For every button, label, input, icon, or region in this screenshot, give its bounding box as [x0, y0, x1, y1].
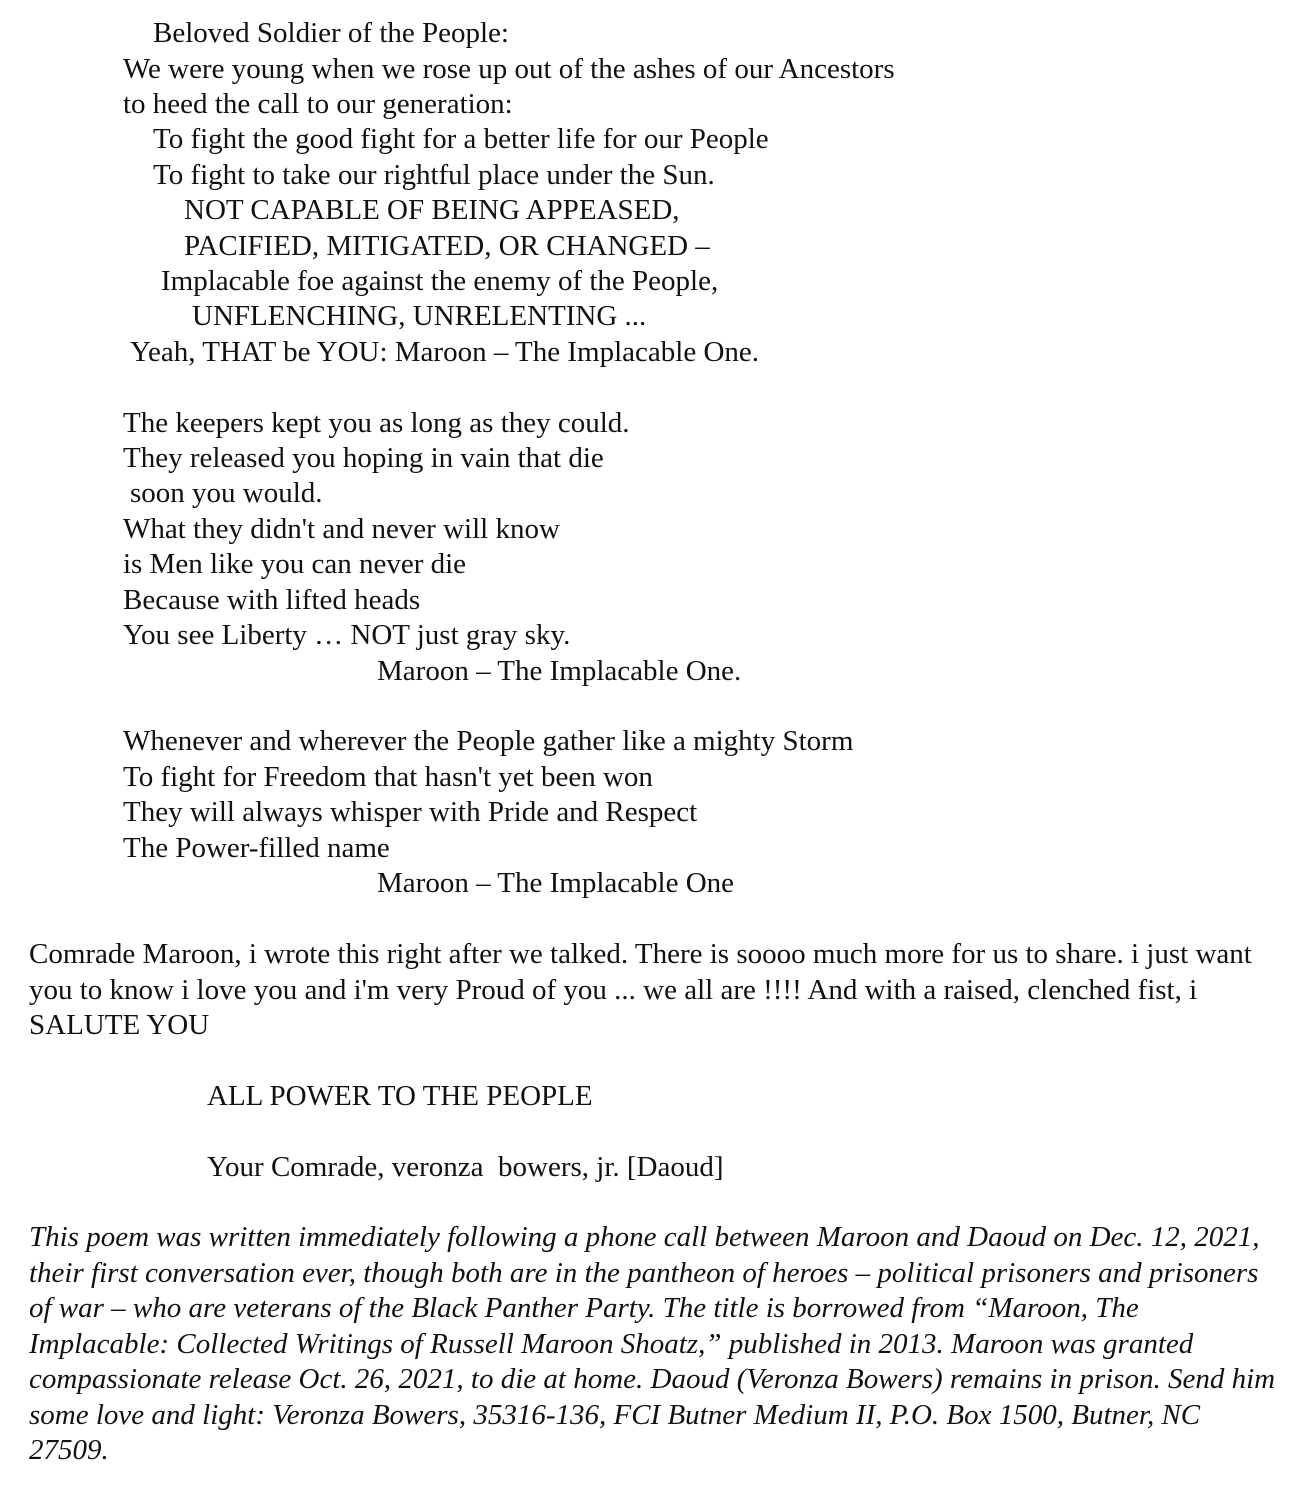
poem-refrain: Maroon – The Implacable One [377, 867, 735, 899]
poem-line: Implacable foe against the enemy of the People, [161, 265, 719, 297]
slogan: ALL POWER TO THE PEOPLE [207, 1080, 593, 1112]
poem-line: The keepers kept you as long as they could. [123, 407, 630, 439]
poem-line: They will always whisper with Pride and Respect [123, 796, 698, 828]
poem-line: Because with lifted heads [123, 584, 421, 616]
poem-line: To fight for Freedom that hasn't yet been won [123, 761, 653, 793]
poem-line: To fight the good fight for a better life for our People [153, 123, 769, 155]
poem-line: Whenever and wherever the People gather like a mighty Storm [123, 725, 854, 757]
poem-line: NOT CAPABLE OF BEING APPEASED, [184, 194, 680, 226]
poem-line: We were young when we rose up out of the ashes of our Ancestors [123, 53, 895, 85]
poem-line: Yeah, THAT be YOU: Maroon – The Implacable One. [130, 336, 760, 368]
poem-line: is Men like you can never die [123, 548, 467, 580]
poem-line: Beloved Soldier of the People: [153, 17, 509, 49]
poem-line: PACIFIED, MITIGATED, OR CHANGED – [184, 230, 710, 262]
editor-note-text: This poem was written immediately following a phone call between Maroon and Daoud on Dec. 12, 2021, their first conversation ever, though both are in the pantheon of heroes – political prisoners and prisoners of war – who are veterans of the Black Panther Party. The title is borrowed from “Maroon, The Implacable: Collected Writings of Russell Maroon Shoatz,” published in 2013. Maroon was granted compassionate release Oct. 26, 2021, to die at home. Daoud (Veronza Bowers) remains in prison. Send him some love and light: Veronza Bowers, 35316-136, FCI Butner Medium II, P.O. Box 1500, Butner, NC 27509. [29, 1221, 1276, 1466]
poem-line: to heed the call to our generation: [123, 88, 513, 120]
poem-line: They released you hoping in vain that die [123, 442, 604, 474]
poem-line: soon you would. [130, 477, 323, 509]
letter-message [29, 937, 1279, 1044]
poem-line: UNFLENCHING, UNRELENTING ... [192, 300, 647, 332]
poem-line: You see Liberty … NOT just gray sky. [123, 619, 571, 651]
editor-note [29, 1220, 1279, 1469]
poem-line: What they didn't and never will know [123, 513, 560, 545]
poem-line: The Power-filled name [123, 832, 390, 864]
signature: Your Comrade, veronza bowers, jr. [Daoud] [207, 1151, 724, 1183]
letter-message-text: Comrade Maroon, i wrote this right after we talked. There is soooo much more for us to share. i just want you to know i love you and i'm very Proud of you ... we all are !!!! And with a raised, clenched fist, i SALUTE YOU [29, 938, 1252, 1041]
poem-refrain: Maroon – The Implacable One. [377, 655, 742, 687]
poem-line: To fight to take our rightful place under the Sun. [153, 159, 715, 191]
